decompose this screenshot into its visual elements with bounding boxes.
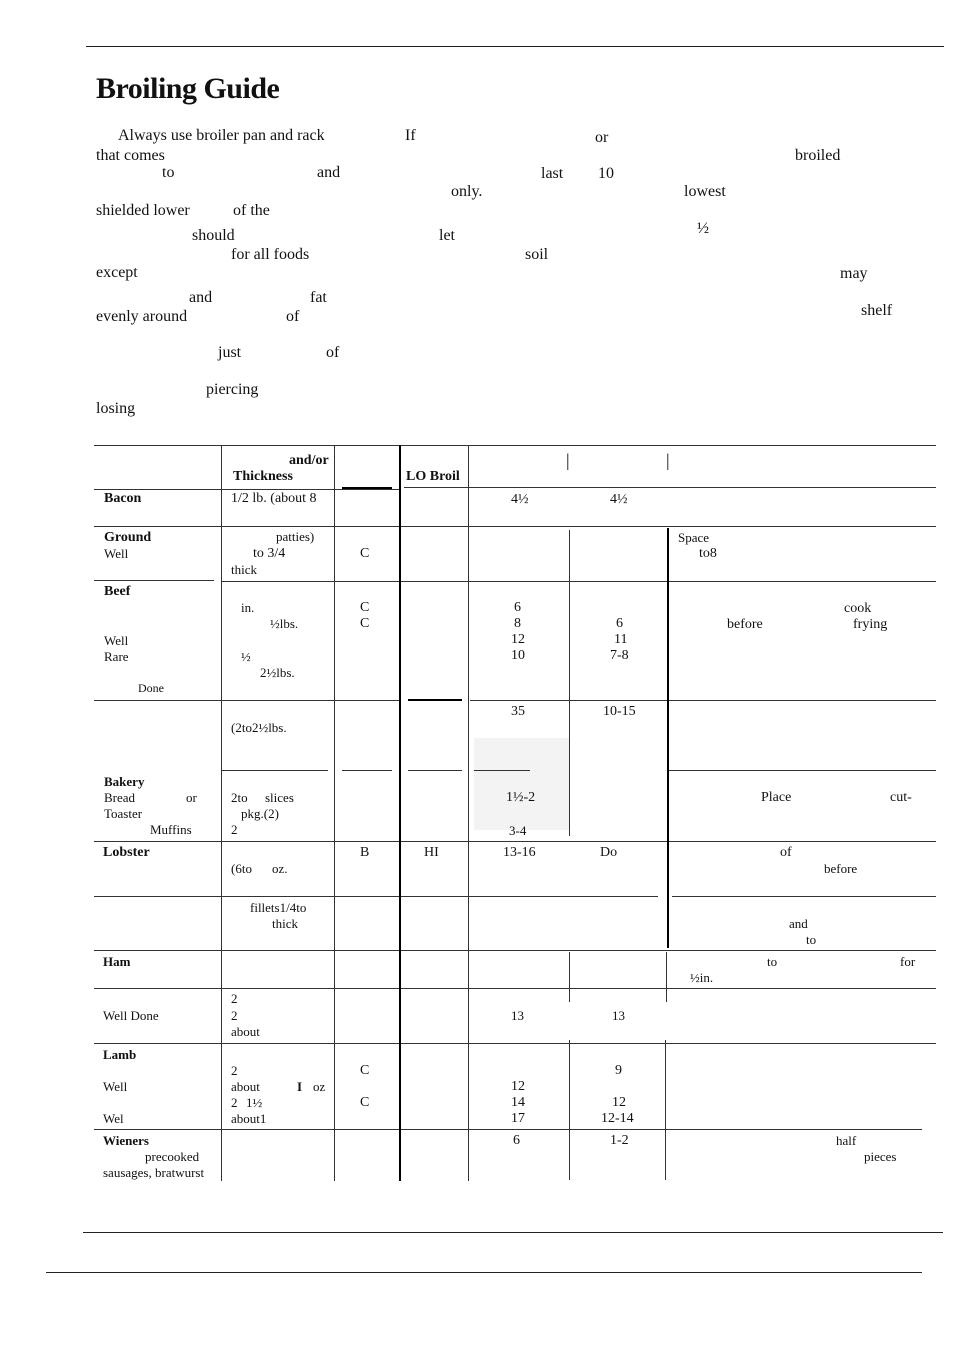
intro-word: If xyxy=(405,127,416,144)
table-cell: cut- xyxy=(890,790,912,805)
row-line xyxy=(672,896,936,897)
table-cell: Muffins xyxy=(150,822,192,837)
table-cell: 2 xyxy=(231,822,238,837)
table-cell: 10-15 xyxy=(603,704,636,719)
table-cell: 9 xyxy=(615,1063,622,1078)
table-cell: 8 xyxy=(514,616,521,631)
table-cell: in. xyxy=(241,600,255,615)
table-cell: 14 xyxy=(511,1095,525,1110)
table-cell: 2 xyxy=(231,1095,238,1110)
table-cell: or xyxy=(186,790,197,805)
intro-word: of the xyxy=(233,202,270,219)
table-cell: about xyxy=(231,1024,260,1039)
row-line xyxy=(222,581,936,582)
intro-word: and xyxy=(317,164,341,181)
table-cell: patties) xyxy=(276,529,315,544)
intro-word: that comes xyxy=(96,147,165,164)
table-cell: Ham xyxy=(103,954,131,969)
table-cell: 2½lbs. xyxy=(260,665,295,680)
intro-word: soil xyxy=(525,246,549,263)
intro-word: ½ xyxy=(697,220,709,237)
table-cell: thick xyxy=(231,562,257,577)
intro-word: of xyxy=(326,344,340,361)
table-cell: (6to xyxy=(231,861,252,876)
table-cell: ½ xyxy=(241,649,251,664)
intro-word: Always use broiler pan and rack xyxy=(118,127,325,144)
table-cell: to 3/4 xyxy=(253,546,286,561)
table-cell: Well xyxy=(103,1079,128,1094)
row-line xyxy=(94,580,214,581)
table-cell: 35 xyxy=(511,704,525,719)
table-cell: 1/2 lb. (about 8 xyxy=(231,491,317,506)
table-cell: 6 xyxy=(616,616,623,631)
header-cell: and/or xyxy=(289,453,329,468)
header-cell: | xyxy=(566,450,570,470)
table-cell: Wieners xyxy=(103,1133,149,1148)
table-cell: to8 xyxy=(699,546,717,561)
intro-word: losing xyxy=(96,400,136,417)
table-cell: 11 xyxy=(614,632,628,647)
table-cell: Space xyxy=(678,530,710,545)
table-cell: Bakery xyxy=(104,774,145,789)
table-cell: HI xyxy=(424,845,439,860)
header-cell: Thickness xyxy=(233,469,293,484)
table-cell: fillets1/4to xyxy=(250,900,307,915)
bottom-rule xyxy=(83,1232,943,1233)
table-cell: C xyxy=(360,1095,370,1110)
table-cell: Lamb xyxy=(103,1047,137,1062)
table-cell: 4½ xyxy=(610,492,628,507)
table-cell: oz xyxy=(313,1079,326,1094)
header-cell: LO Broil xyxy=(406,469,460,484)
col-line xyxy=(665,1040,666,1180)
row-line xyxy=(408,699,462,701)
table-cell: about xyxy=(231,1079,260,1094)
row-line xyxy=(222,770,328,771)
table-cell: Bacon xyxy=(104,491,142,506)
table-cell: sausages, bratwurst xyxy=(103,1165,205,1180)
table-cell: Rare xyxy=(104,649,129,664)
table-cell: 3-4 xyxy=(509,823,527,838)
table-cell: Toaster xyxy=(104,806,143,821)
table-cell: C xyxy=(360,546,370,561)
col-line xyxy=(667,528,669,948)
table-cell: 1½-2 xyxy=(506,790,536,805)
table-cell: 2to xyxy=(231,790,248,805)
table-cell: Done xyxy=(138,681,164,695)
col-line xyxy=(569,530,570,836)
intro-word: lowest xyxy=(684,183,726,200)
table-cell: pkg.(2) xyxy=(241,806,279,821)
table-cell: 1-2 xyxy=(610,1133,629,1148)
table-cell: C xyxy=(360,600,370,615)
row-line xyxy=(408,770,462,771)
table-cell: Ground xyxy=(104,530,152,545)
table-cell: to xyxy=(767,954,778,969)
intro-word: to xyxy=(162,164,175,181)
intro-word: evenly around xyxy=(96,308,188,325)
table-cell: pieces xyxy=(864,1149,897,1164)
intro-word: broiled xyxy=(795,147,841,164)
intro-word: let xyxy=(439,227,455,244)
footer-rule xyxy=(46,1272,922,1273)
table-cell: Well xyxy=(104,633,129,648)
table-cell: precooked xyxy=(145,1149,200,1164)
table-cell: half xyxy=(836,1133,857,1148)
intro-word: shelf xyxy=(861,302,893,319)
table-cell: 6 xyxy=(514,600,521,615)
page-title: Broiling Guide xyxy=(96,72,280,105)
intro-word: just xyxy=(218,344,242,361)
intro-word: except xyxy=(96,264,138,281)
table-cell: Bread xyxy=(104,790,136,805)
header-line-left xyxy=(94,489,400,490)
table-cell: Well Done xyxy=(103,1008,159,1023)
table-cell: 13 xyxy=(511,1008,524,1023)
header-cell: | xyxy=(666,450,670,470)
col-line xyxy=(221,445,222,1181)
table-cell: Beef xyxy=(104,584,131,599)
intro-word: of xyxy=(286,308,300,325)
intro-word: should xyxy=(192,227,235,244)
col-line xyxy=(666,952,667,1002)
top-rule xyxy=(86,46,944,47)
table-cell: slices xyxy=(265,790,294,805)
row-line xyxy=(470,700,936,701)
intro-word: or xyxy=(595,129,609,146)
table-cell: for xyxy=(900,954,916,969)
table-cell: cook xyxy=(844,601,872,616)
table-cell: Lobster xyxy=(103,845,150,860)
table-cell: (2to2½lbs. xyxy=(231,720,287,735)
table-cell: Do xyxy=(600,845,618,860)
table-cell: 1½ xyxy=(246,1095,263,1110)
table-cell: 6 xyxy=(513,1133,520,1148)
table-cell: 2 xyxy=(231,991,238,1006)
table-cell: B xyxy=(360,845,370,860)
table-cell: 13 xyxy=(612,1008,625,1023)
table-cell: 2 xyxy=(231,1063,238,1078)
table-cell: I xyxy=(297,1079,303,1094)
table-cell: ½lbs. xyxy=(270,616,299,631)
table-cell: to xyxy=(806,932,817,947)
table-cell: C xyxy=(360,1063,370,1078)
header-line xyxy=(404,487,936,488)
table-cell: ½in. xyxy=(690,970,714,985)
row-line xyxy=(94,1129,922,1130)
table-cell: about1 xyxy=(231,1111,267,1126)
table-cell: 2 xyxy=(231,1008,238,1023)
col-line xyxy=(569,952,570,1002)
col-line xyxy=(399,445,401,1181)
table-cell: 12 xyxy=(612,1095,626,1110)
table-cell: frying xyxy=(853,617,888,632)
table-cell: 12 xyxy=(511,1079,525,1094)
col-line xyxy=(468,445,469,1181)
table-cell: Place xyxy=(761,790,792,805)
col-line xyxy=(334,445,335,1181)
intro-word: 10 xyxy=(598,165,614,182)
table-cell: before xyxy=(727,617,763,632)
intro-word: piercing xyxy=(206,381,259,398)
row-line xyxy=(94,896,658,897)
intro-word: last xyxy=(541,165,564,182)
intro-word: fat xyxy=(310,289,327,306)
intro-word: may xyxy=(840,265,868,282)
row-line xyxy=(668,770,936,771)
col-line xyxy=(569,1040,570,1180)
intro-word: for all foods xyxy=(231,246,310,263)
table-cell: 4½ xyxy=(511,492,529,507)
table-cell: thick xyxy=(272,916,298,931)
intro-word: and xyxy=(189,289,213,306)
table-cell: before xyxy=(824,861,858,876)
intro-word: only. xyxy=(451,183,483,200)
table-cell: Well xyxy=(104,546,129,561)
row-line xyxy=(94,700,400,701)
table-cell: 12-14 xyxy=(601,1111,634,1126)
table-cell: Wel xyxy=(103,1111,124,1126)
row-line xyxy=(342,770,392,771)
table-cell: and xyxy=(789,916,808,931)
table-cell: 13-16 xyxy=(503,845,536,860)
table-cell: 17 xyxy=(511,1111,525,1126)
table-cell: 7-8 xyxy=(610,648,629,663)
intro-word: shielded lower xyxy=(96,202,190,219)
table-cell: 12 xyxy=(511,632,525,647)
shaded-cell xyxy=(474,738,570,830)
table-cell: of xyxy=(780,845,792,860)
table-cell: 10 xyxy=(511,648,525,663)
table-cell: C xyxy=(360,616,370,631)
table-cell: oz. xyxy=(272,861,288,876)
row-line xyxy=(474,770,530,771)
